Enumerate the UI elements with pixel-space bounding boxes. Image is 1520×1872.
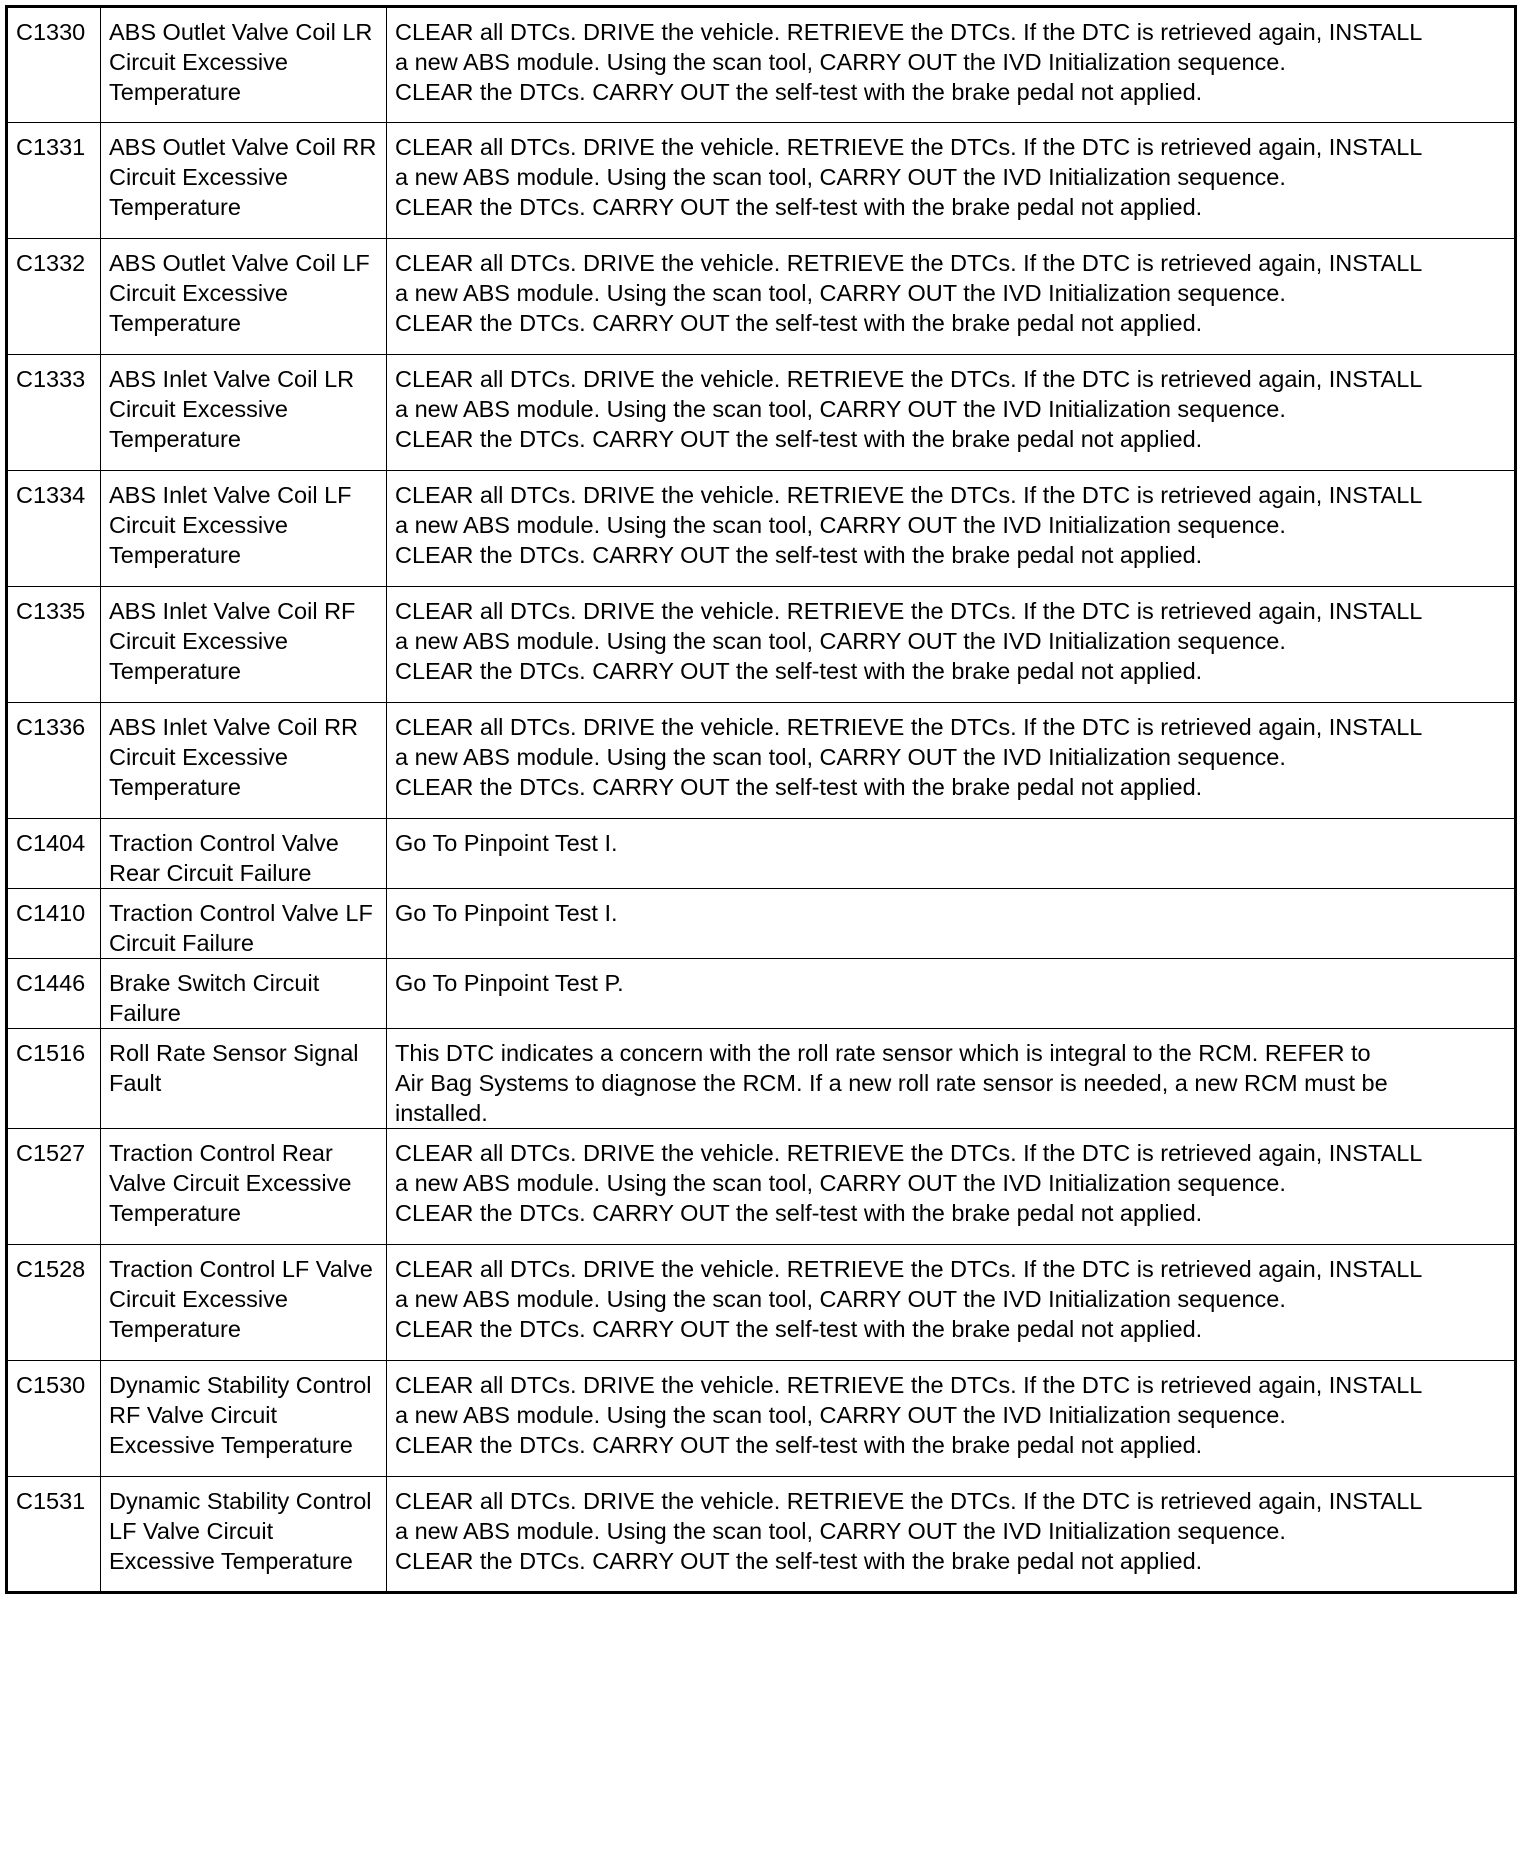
action-line: a new ABS module. Using the scan tool, CARRY OUT the IVD Initialization sequence.	[395, 628, 1286, 654]
table-row	[7, 703, 1516, 819]
dtc-description: Dynamic Stability Control LF Valve Circuit Excessive Temperature	[101, 1477, 387, 1593]
dtc-action	[387, 239, 1516, 355]
dtc-code: C1528	[7, 1245, 101, 1361]
action-line: CLEAR all DTCs. DRIVE the vehicle. RETRIEVE the DTCs. If the DTC is retrieved again, INSTALL	[395, 1140, 1423, 1166]
dtc-code: C1333	[7, 355, 101, 471]
action-line: CLEAR all DTCs. DRIVE the vehicle. RETRIEVE the DTCs. If the DTC is retrieved again, INSTALL	[395, 134, 1423, 160]
dtc-action	[387, 889, 1516, 959]
action-line: CLEAR the DTCs. CARRY OUT the self-test with the brake pedal not applied.	[395, 1548, 1203, 1574]
dtc-description: ABS Inlet Valve Coil RR Circuit Excessive Temperature	[101, 703, 387, 819]
dtc-description: Traction Control LF Valve Circuit Excessive Temperature	[101, 1245, 387, 1361]
dtc-action	[387, 819, 1516, 889]
action-line: CLEAR all DTCs. DRIVE the vehicle. RETRIEVE the DTCs. If the DTC is retrieved again, INSTALL	[395, 250, 1423, 276]
dtc-table-body	[7, 7, 1516, 1593]
action-line: a new ABS module. Using the scan tool, CARRY OUT the IVD Initialization sequence.	[395, 512, 1286, 538]
action-line: CLEAR the DTCs. CARRY OUT the self-test with the brake pedal not applied.	[395, 426, 1203, 452]
action-line: CLEAR all DTCs. DRIVE the vehicle. RETRIEVE the DTCs. If the DTC is retrieved again, INSTALL	[395, 1488, 1423, 1514]
action-line: Go To Pinpoint Test P.	[395, 970, 624, 996]
dtc-action	[387, 1361, 1516, 1477]
action-line: CLEAR all DTCs. DRIVE the vehicle. RETRIEVE the DTCs. If the DTC is retrieved again, INSTALL	[395, 366, 1423, 392]
dtc-code: C1330	[7, 7, 101, 123]
dtc-action	[387, 703, 1516, 819]
table-row	[7, 471, 1516, 587]
dtc-code: C1446	[7, 959, 101, 1029]
dtc-action	[387, 587, 1516, 703]
dtc-description: Dynamic Stability Control RF Valve Circuit Excessive Temperature	[101, 1361, 387, 1477]
action-line: CLEAR the DTCs. CARRY OUT the self-test with the brake pedal not applied.	[395, 1200, 1203, 1226]
table-row	[7, 1029, 1516, 1129]
dtc-description: Traction Control Valve Rear Circuit Failure	[101, 819, 387, 889]
dtc-action	[387, 471, 1516, 587]
dtc-description: Traction Control Rear Valve Circuit Excessive Temperature	[101, 1129, 387, 1245]
dtc-action	[387, 123, 1516, 239]
table-row	[7, 819, 1516, 889]
dtc-description: ABS Outlet Valve Coil LF Circuit Excessive Temperature	[101, 239, 387, 355]
dtc-code: C1335	[7, 587, 101, 703]
action-line: CLEAR all DTCs. DRIVE the vehicle. RETRIEVE the DTCs. If the DTC is retrieved again, INSTALL	[395, 482, 1423, 508]
dtc-code: C1530	[7, 1361, 101, 1477]
dtc-description: ABS Outlet Valve Coil RR Circuit Excessive Temperature	[101, 123, 387, 239]
action-line: a new ABS module. Using the scan tool, CARRY OUT the IVD Initialization sequence.	[395, 49, 1286, 75]
action-line: CLEAR the DTCs. CARRY OUT the self-test with the brake pedal not applied.	[395, 79, 1203, 105]
action-line: CLEAR the DTCs. CARRY OUT the self-test with the brake pedal not applied.	[395, 310, 1203, 336]
action-line: a new ABS module. Using the scan tool, CARRY OUT the IVD Initialization sequence.	[395, 744, 1286, 770]
action-line: CLEAR the DTCs. CARRY OUT the self-test with the brake pedal not applied.	[395, 542, 1203, 568]
dtc-description: Roll Rate Sensor Signal Fault	[101, 1029, 387, 1129]
dtc-action	[387, 355, 1516, 471]
table-row	[7, 355, 1516, 471]
table-row	[7, 1361, 1516, 1477]
dtc-description: ABS Inlet Valve Coil LF Circuit Excessive Temperature	[101, 471, 387, 587]
action-line: a new ABS module. Using the scan tool, CARRY OUT the IVD Initialization sequence.	[395, 280, 1286, 306]
dtc-code: C1410	[7, 889, 101, 959]
dtc-action	[387, 1477, 1516, 1593]
action-line: a new ABS module. Using the scan tool, CARRY OUT the IVD Initialization sequence.	[395, 164, 1286, 190]
dtc-code: C1404	[7, 819, 101, 889]
dtc-description: ABS Inlet Valve Coil LR Circuit Excessive Temperature	[101, 355, 387, 471]
action-line: This DTC indicates a concern with the roll rate sensor which is integral to the RCM. REFER to	[395, 1040, 1371, 1066]
dtc-description: ABS Outlet Valve Coil LR Circuit Excessive Temperature	[101, 7, 387, 123]
dtc-table	[5, 5, 1517, 1594]
action-line: CLEAR the DTCs. CARRY OUT the self-test with the brake pedal not applied.	[395, 774, 1203, 800]
dtc-action	[387, 1029, 1516, 1129]
dtc-code: C1527	[7, 1129, 101, 1245]
table-row	[7, 959, 1516, 1029]
dtc-code: C1336	[7, 703, 101, 819]
table-row	[7, 587, 1516, 703]
dtc-description: Brake Switch Circuit Failure	[101, 959, 387, 1029]
dtc-action	[387, 7, 1516, 123]
action-line: a new ABS module. Using the scan tool, CARRY OUT the IVD Initialization sequence.	[395, 1402, 1286, 1428]
dtc-code: C1531	[7, 1477, 101, 1593]
table-row	[7, 1129, 1516, 1245]
action-line: a new ABS module. Using the scan tool, CARRY OUT the IVD Initialization sequence.	[395, 396, 1286, 422]
action-line: CLEAR all DTCs. DRIVE the vehicle. RETRIEVE the DTCs. If the DTC is retrieved again, INSTALL	[395, 19, 1423, 45]
dtc-code: C1332	[7, 239, 101, 355]
action-line: Go To Pinpoint Test I.	[395, 900, 618, 926]
action-line: a new ABS module. Using the scan tool, CARRY OUT the IVD Initialization sequence.	[395, 1170, 1286, 1196]
dtc-code: C1334	[7, 471, 101, 587]
action-line: a new ABS module. Using the scan tool, CARRY OUT the IVD Initialization sequence.	[395, 1518, 1286, 1544]
action-line: CLEAR all DTCs. DRIVE the vehicle. RETRIEVE the DTCs. If the DTC is retrieved again, INSTALL	[395, 1256, 1423, 1282]
action-line: installed.	[395, 1100, 488, 1126]
action-line: CLEAR the DTCs. CARRY OUT the self-test with the brake pedal not applied.	[395, 658, 1203, 684]
action-line: Go To Pinpoint Test I.	[395, 830, 618, 856]
dtc-action	[387, 959, 1516, 1029]
table-row	[7, 123, 1516, 239]
action-line: CLEAR the DTCs. CARRY OUT the self-test with the brake pedal not applied.	[395, 1316, 1203, 1342]
action-line: a new ABS module. Using the scan tool, CARRY OUT the IVD Initialization sequence.	[395, 1286, 1286, 1312]
dtc-action	[387, 1129, 1516, 1245]
table-row	[7, 889, 1516, 959]
table-row	[7, 239, 1516, 355]
action-line: CLEAR all DTCs. DRIVE the vehicle. RETRIEVE the DTCs. If the DTC is retrieved again, INSTALL	[395, 1372, 1423, 1398]
action-line: CLEAR the DTCs. CARRY OUT the self-test with the brake pedal not applied.	[395, 1432, 1203, 1458]
dtc-description: ABS Inlet Valve Coil RF Circuit Excessive Temperature	[101, 587, 387, 703]
dtc-code: C1516	[7, 1029, 101, 1129]
table-row	[7, 7, 1516, 123]
table-row	[7, 1477, 1516, 1593]
table-row	[7, 1245, 1516, 1361]
action-line: CLEAR all DTCs. DRIVE the vehicle. RETRIEVE the DTCs. If the DTC is retrieved again, INSTALL	[395, 598, 1423, 624]
action-line: CLEAR all DTCs. DRIVE the vehicle. RETRIEVE the DTCs. If the DTC is retrieved again, INSTALL	[395, 714, 1423, 740]
dtc-code: C1331	[7, 123, 101, 239]
dtc-description: Traction Control Valve LF Circuit Failure	[101, 889, 387, 959]
action-line: Air Bag Systems to diagnose the RCM. If a new roll rate sensor is needed, a new RCM must be	[395, 1070, 1388, 1096]
action-line: CLEAR the DTCs. CARRY OUT the self-test with the brake pedal not applied.	[395, 194, 1203, 220]
dtc-action	[387, 1245, 1516, 1361]
